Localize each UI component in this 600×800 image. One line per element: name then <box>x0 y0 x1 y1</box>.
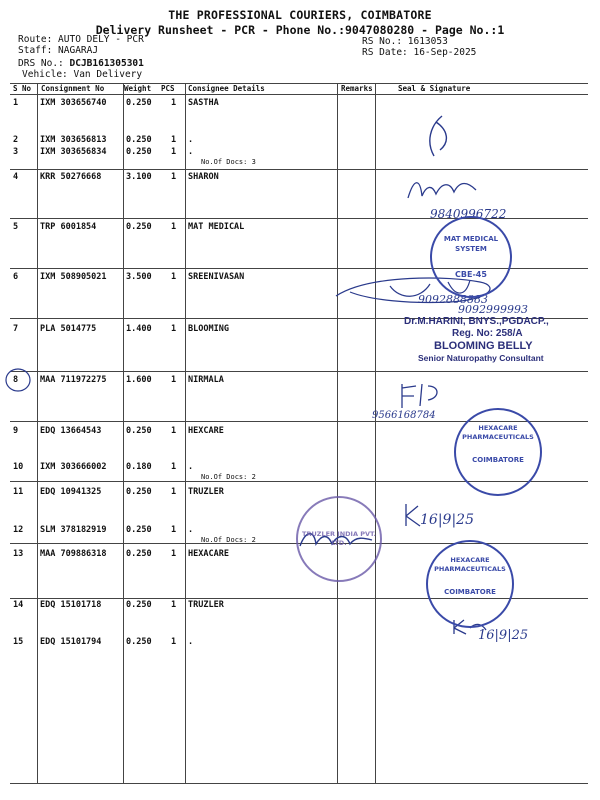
row-sno: 5 <box>13 222 19 232</box>
signature-row12 <box>400 500 428 530</box>
row-consignee: SHARON <box>188 172 219 182</box>
runsheet-title: THE PROFESSIONAL COURIERS, COIMBATORE <box>168 8 432 22</box>
row-weight: 0.250 <box>126 600 152 610</box>
table-col-rule <box>123 83 124 783</box>
row-pcs: 1 <box>171 222 177 232</box>
stamp-text: COIMBATORE <box>444 588 496 596</box>
row-sno: 13 <box>13 549 24 559</box>
table-rule <box>10 94 588 95</box>
row-consignee: TRUZLER <box>188 600 224 610</box>
row-weight: 0.250 <box>126 98 152 108</box>
row-weight: 1.600 <box>126 375 152 385</box>
stamp-text: MAT MEDICAL SYSTEM <box>443 235 499 253</box>
row-consignee: HEXACARE <box>188 549 229 559</box>
row-weight: 3.500 <box>126 272 152 282</box>
stamp-text: HEXACARE PHARMACEUTICALS <box>462 424 534 441</box>
row-pcs: 1 <box>171 426 177 436</box>
drs-value: DCJB161305301 <box>69 58 144 69</box>
row-pcs: 1 <box>171 135 177 145</box>
hexacare-stamp <box>426 540 514 628</box>
handwritten-phone: 9092888883 <box>418 293 488 306</box>
row-pcs: 1 <box>171 98 177 108</box>
row-pcs: 1 <box>171 172 177 182</box>
row-consignment: EDQ 13664543 <box>40 426 102 436</box>
stamp-text: COIMBATORE <box>472 456 524 464</box>
row-weight: 0.180 <box>126 462 152 472</box>
docs-count: No.Of Docs: 2 <box>201 473 256 481</box>
signature-row2 <box>420 112 460 160</box>
row-consignment: IXM 303656813 <box>40 135 107 145</box>
stamp-text: HEXACARE PHARMACEUTICALS <box>434 556 506 573</box>
row-sno: 7 <box>13 324 19 334</box>
mat-medical-stamp <box>430 216 512 298</box>
row-sno: 1 <box>13 98 19 108</box>
row-pcs: 1 <box>171 462 177 472</box>
docs-count: No.Of Docs: 3 <box>201 158 256 166</box>
row-weight: 0.250 <box>126 549 152 559</box>
doctor-reg: Reg. No: 258/A <box>452 328 523 339</box>
row-weight: 3.100 <box>126 172 152 182</box>
drs-label: DRS No.: <box>18 58 64 69</box>
stamp-text: CBE-45 <box>455 270 487 279</box>
row-weight: 0.250 <box>126 487 152 497</box>
row-pcs: 1 <box>171 600 177 610</box>
row-weight: 1.400 <box>126 324 152 334</box>
row-sno: 2 <box>13 135 19 145</box>
row-pcs: 1 <box>171 637 177 647</box>
signature-row8 <box>396 378 446 412</box>
row-consignee: . <box>188 637 194 647</box>
row-sno: 14 <box>13 600 24 610</box>
handwritten-date: 16|9|25 <box>478 628 529 643</box>
row-consignment: IXM 303656834 <box>40 147 107 157</box>
table-rule <box>10 169 588 170</box>
clinic-name: BLOOMING BELLY <box>434 340 533 352</box>
row-consignee: SREENIVASAN <box>188 272 245 282</box>
row-sno: 6 <box>13 272 19 282</box>
row-consignment: EDQ 10941325 <box>40 487 102 497</box>
stamp-text: TRUZLER INDIA PVT. LTD. <box>302 530 376 547</box>
row-sno: 10 <box>13 462 24 472</box>
runsheet-subtitle: Delivery Runsheet - PCR - Phone No.:9047080280 - Page No.:1 <box>95 23 505 37</box>
row-consignee: TRUZLER <box>188 487 224 497</box>
table-rule <box>10 371 588 372</box>
handwritten-date: 16|9|25 <box>420 512 474 528</box>
row-consignment: TRP 6001854 <box>40 222 97 232</box>
row-consignee: . <box>188 135 194 145</box>
row-weight: 0.250 <box>126 135 152 145</box>
doctor-name: Dr.M.HARINI, BNYS.,PGDACP., <box>404 316 549 327</box>
col-consignment: Consignment No <box>41 84 105 93</box>
row-pcs: 1 <box>171 375 177 385</box>
row-consignment: EDQ 15101794 <box>40 637 102 647</box>
row-consignment: IXM 508905021 <box>40 272 107 282</box>
col-consignee: Consignee Details <box>188 84 265 93</box>
vehicle: Vehicle: Van Delivery <box>22 69 143 80</box>
table-col-rule <box>337 83 338 783</box>
doctor-title: Senior Naturopathy Consultant <box>418 353 544 363</box>
handwritten-phone: 9566168784 <box>372 410 436 421</box>
row-sno: 9 <box>13 426 19 436</box>
row-weight: 0.250 <box>126 637 152 647</box>
row-sno: 3 <box>13 147 19 157</box>
handwritten-phone: 9840996722 <box>430 207 507 221</box>
row-consignment: SLM 378182919 <box>40 525 107 535</box>
row-sno: 11 <box>13 487 24 497</box>
row-consignee: HEXCARE <box>188 426 224 436</box>
handwritten-phone: 9092999993 <box>458 303 528 316</box>
row-pcs: 1 <box>171 147 177 157</box>
rs-number: RS No.: 1613053 <box>362 36 448 47</box>
col-seal: Seal & Signature <box>398 84 471 93</box>
col-sno: S No <box>13 84 32 93</box>
row-consignee: SASTHA <box>188 98 219 108</box>
table-col-rule <box>375 83 376 783</box>
row-consignee: MAT MEDICAL <box>188 222 245 232</box>
docs-count: No.Of Docs: 2 <box>201 536 256 544</box>
row-consignee: BLOOMING <box>188 324 229 334</box>
table-col-rule <box>185 83 186 783</box>
row-pcs: 1 <box>171 549 177 559</box>
row-sno: 4 <box>13 172 19 182</box>
row-consignee: . <box>188 525 194 535</box>
row-weight: 0.250 <box>126 222 152 232</box>
table-rule <box>10 783 588 784</box>
table-col-rule <box>37 83 38 783</box>
hexacare-stamp <box>454 408 542 496</box>
drs-number <box>18 58 144 69</box>
row-weight: 0.250 <box>126 426 152 436</box>
row-pcs: 1 <box>171 272 177 282</box>
col-remarks: Remarks <box>341 84 373 93</box>
row-consignee: . <box>188 147 194 157</box>
col-pcs: PCS <box>161 84 175 93</box>
row-pcs: 1 <box>171 487 177 497</box>
circle-mark <box>4 367 34 393</box>
row-consignment: IXM 303656740 <box>40 98 107 108</box>
row-weight: 0.250 <box>126 147 152 157</box>
row-pcs: 1 <box>171 525 177 535</box>
row-consignee: NIRMALA <box>188 375 224 385</box>
row-consignment: MAA 711972275 <box>40 375 107 385</box>
row-sno: 15 <box>13 637 24 647</box>
row-consignment: MAA 709886318 <box>40 549 107 559</box>
row-weight: 0.250 <box>126 525 152 535</box>
row-consignment: KRR 50276668 <box>40 172 102 182</box>
row-consignment: EDQ 15101718 <box>40 600 102 610</box>
staff: Staff: NAGARAJ <box>18 45 99 56</box>
row-consignee: . <box>188 462 194 472</box>
row-consignment: IXM 303666002 <box>40 462 107 472</box>
route: Route: AUTO DELY - PCR <box>18 34 144 45</box>
truzler-stamp <box>296 496 382 582</box>
row-sno: 8 <box>13 375 19 385</box>
row-pcs: 1 <box>171 324 177 334</box>
signature-row4 <box>402 172 482 206</box>
rs-date: RS Date: 16-Sep-2025 <box>362 47 477 58</box>
row-sno: 12 <box>13 525 24 535</box>
col-weight: Weight <box>124 84 152 93</box>
row-consignment: PLA 5014775 <box>40 324 97 334</box>
